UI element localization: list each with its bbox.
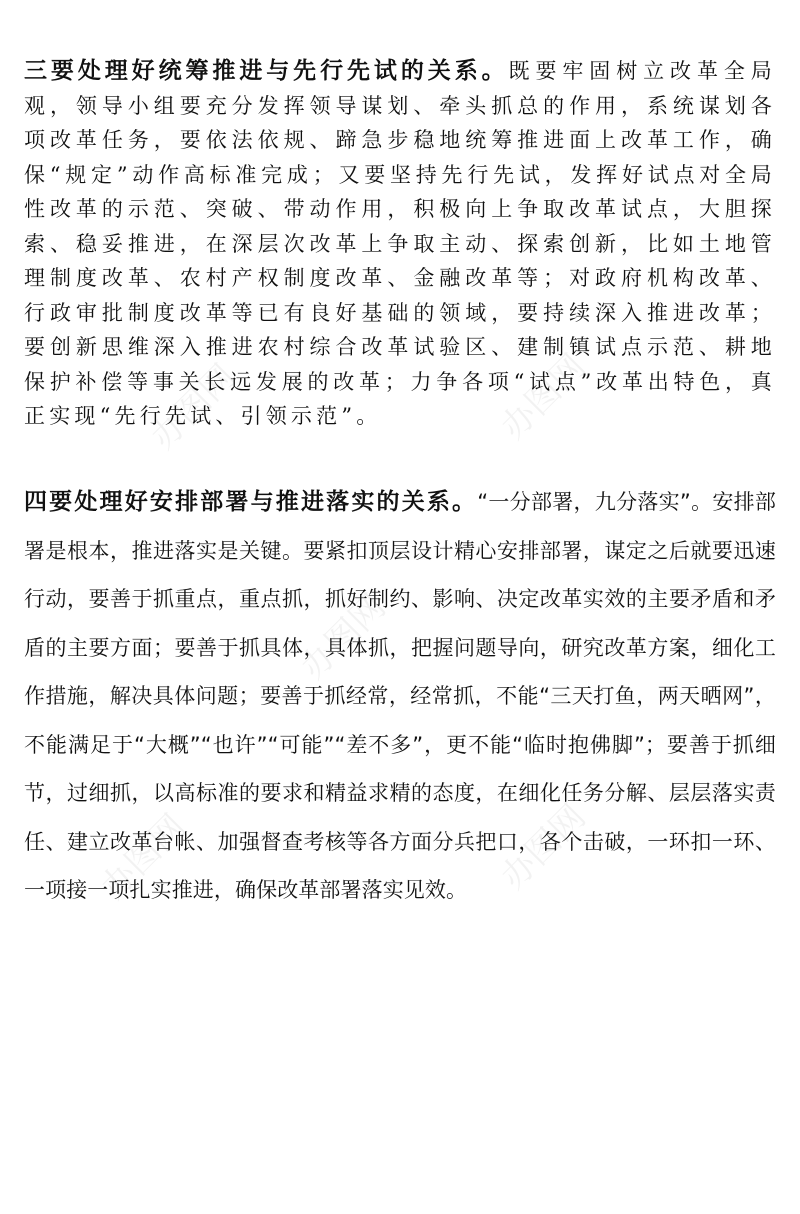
section-4-paragraph: [24, 478, 776, 915]
section-3-paragraph: [24, 54, 776, 434]
watermark-logo: 办图网: [143, 356, 244, 458]
watermark-logo: 办图网: [493, 796, 594, 898]
watermark-logo: 办图网: [493, 346, 594, 448]
section-3-body: 既要牢固树立改革全局观，领导小组要充分发挥领导谋划、牵头抓总的作用，系统谋划各项改革任务，要依法依规、蹄急步稳地统筹推进面上改革工作，确保“规定”动作高标准完成；又要坚持先行先试，发挥好试点对全局性改革的示范、突破、带动作用，积极向上争取改革试点，大胆探索、稳妥推进，在深层次改革上争取主动、探索创新，比如土地管理制度改革、农村产权制度改革、金融改革等；对政府机构改革、行政审批制度改革等已有良好基础的领域，要持续深入推进改革；要创新思维深入推进农村综合改革试验区、建制镇试点示范、耕地保护补偿等事关长远发展的改革；力争各项“试点”改革出特色，真正实现“先行先试、引领示范”。: [24, 59, 776, 428]
section-4-body: “一分部署，九分落实”。安排部署是根本，推进落实是关键。要紧扣顶层设计精心安排部署，谋定之后就要迅速行动，要善于抓重点，重点抓，抓好制约、影响、决定改革实效的主要矛盾和矛盾的主要方面；要善于抓具体，具体抓，把握问题导向，研究改革方案，细化工作措施，解决具体问题；要善于抓经常，经常抓，不能“三天打鱼，两天晒网”，不能满足于“大概”“也许”“可能”“差不多”，更不能“临时抱佛脚”；要善于抓细节，过细抓，以高标准的要求和精益求精的态度，在细化任务分解、层层落实责任、建立改革台帐、加强督查考核等各方面分兵把口，各个击破，一环扣一环、一项接一项扎实推进，确保改革部署落实见效。: [24, 490, 777, 902]
watermark-logo: 办图网: [93, 806, 194, 908]
section-4-heading: 四要处理好安排部署与推进落实的关系。: [24, 488, 478, 515]
section-3-heading: 三要处理好统筹推进与先行先试的关系。: [24, 57, 509, 84]
watermark-logo: 办图网: [293, 586, 394, 688]
